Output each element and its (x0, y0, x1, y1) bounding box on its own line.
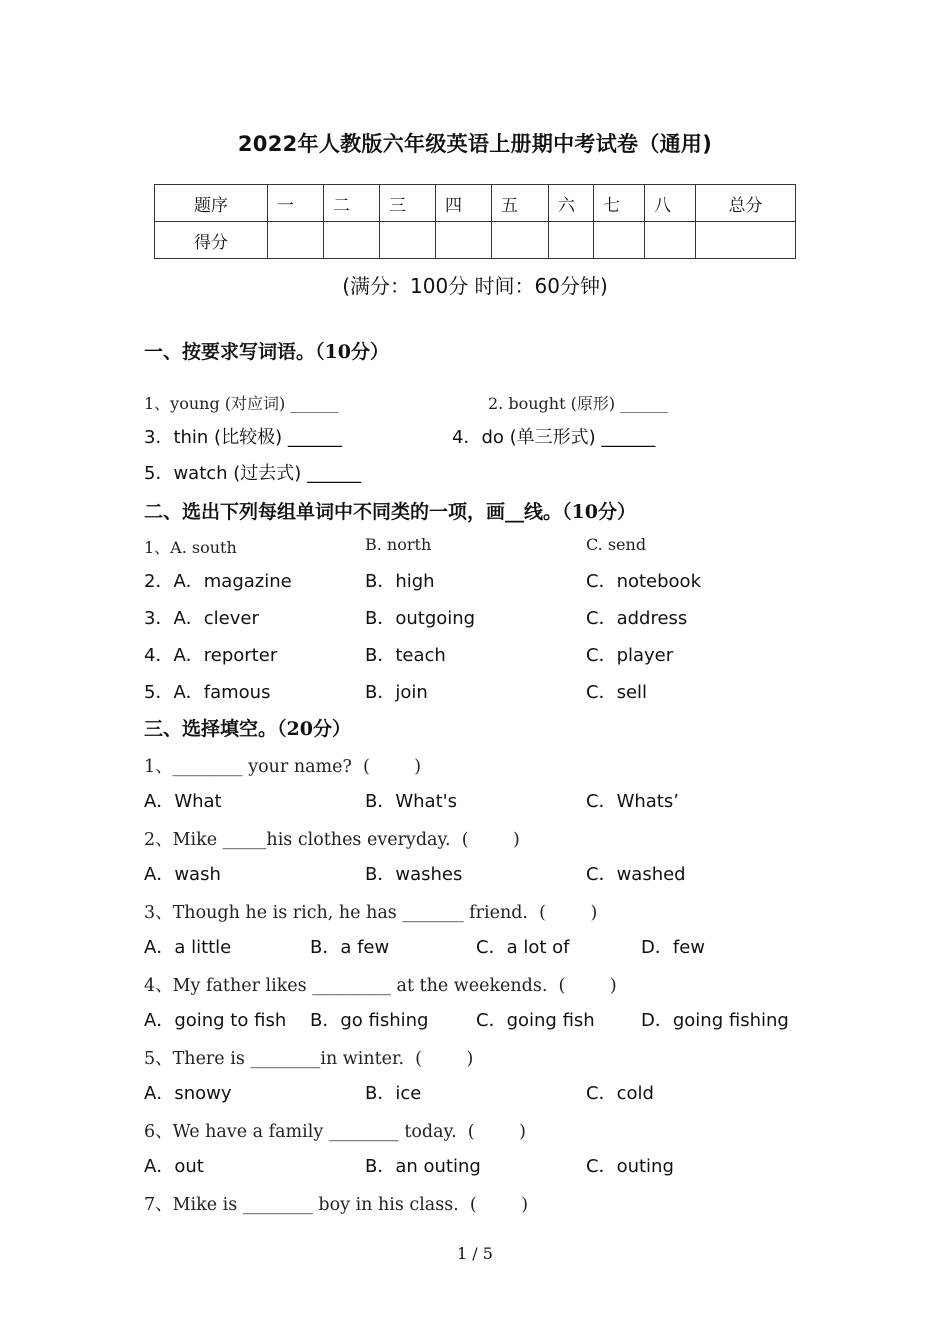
answer-option: B．ice (365, 1083, 422, 1104)
answer-option: A．snowy (144, 1083, 232, 1104)
section-1-heading: 一、按要求写词语。（10分） (144, 341, 389, 363)
score-cell[interactable] (594, 222, 645, 259)
answer-option: C．Whats’ (586, 791, 679, 812)
section-2-option: 3．A．clever (144, 608, 259, 629)
page-title: 2022年人教版六年级英语上册期中考试卷（通用) (237, 132, 713, 156)
score-table-header: 二 (324, 185, 380, 222)
answer-option: C．a lot of (476, 937, 570, 958)
answer-option: B．an outing (365, 1156, 481, 1177)
score-row-label: 得分 (155, 222, 268, 259)
answer-option: D．few (641, 937, 705, 958)
question-text: 3、Though he is rich, he has _______ friend. ( ) (144, 903, 598, 923)
answer-option: C．washed (586, 864, 686, 885)
question-text: 5、There is ________in winter. ( ) (144, 1049, 474, 1069)
answer-option: C．going fish (476, 1010, 595, 1031)
score-cell[interactable] (268, 222, 324, 259)
section-2-option: 2．A．magazine (144, 571, 292, 592)
section-2-option: C．notebook (586, 571, 701, 592)
score-cell[interactable] (436, 222, 492, 259)
section-2-option: B．outgoing (365, 608, 476, 629)
answer-option: A．What (144, 791, 222, 812)
score-cell[interactable] (549, 222, 594, 259)
score-table-header: 七 (594, 185, 645, 222)
answer-option: C．outing (586, 1156, 674, 1177)
exam-info: (满分：100分 时间：60分钟) (342, 274, 608, 298)
section-2-option: 4．A．reporter (144, 645, 278, 666)
question-text: 2、Mike _____his clothes everyday. ( ) (144, 830, 520, 850)
section-2-option: C．address (586, 608, 688, 629)
score-table-header-row (155, 185, 796, 222)
score-cell[interactable] (380, 222, 436, 259)
question-text: 6、We have a family ________ today. ( ) (144, 1122, 526, 1142)
score-table-header: 四 (436, 185, 492, 222)
answer-option: A．a little (144, 937, 232, 958)
score-table-header: 三 (380, 185, 436, 222)
section-2-option: B．high (365, 571, 435, 592)
section-1-item: 2. bought (原形) ______ (488, 394, 669, 413)
score-table-header: 题序 (155, 185, 268, 222)
section-2-option: C．player (586, 645, 674, 666)
section-2-option: B．teach (365, 645, 446, 666)
score-table-header: 一 (268, 185, 324, 222)
section-2-option: C. send (586, 535, 647, 554)
section-1-item: 4．do (单三形式) ______ (452, 427, 656, 448)
question-text: 4、My father likes _________ at the weekends. ( ) (144, 976, 617, 996)
question-text: 7、Mike is ________ boy in his class. ( ) (144, 1195, 529, 1215)
section-2-option: B. north (365, 535, 432, 554)
score-cell[interactable] (696, 222, 796, 259)
answer-option: A．going to fish (144, 1010, 287, 1031)
section-2-option: 5．A．famous (144, 682, 271, 703)
question-text: 1、________ your name? ( ) (144, 757, 422, 777)
score-cell[interactable] (645, 222, 696, 259)
section-2-option: B．join (365, 682, 428, 703)
answer-option: A．out (144, 1156, 204, 1177)
score-table-header: 五 (492, 185, 549, 222)
section-2-option: 1、A. south (144, 538, 237, 557)
answer-option: B．a few (310, 937, 390, 958)
page-number: 1 / 5 (457, 1244, 493, 1263)
answer-option: B．go fishing (310, 1010, 429, 1031)
score-table-header: 八 (645, 185, 696, 222)
section-1-item: 1、young (对应词) ______ (144, 394, 339, 413)
answer-option: D．going fishing (641, 1010, 789, 1031)
section-3-heading: 三、选择填空。（20分） (144, 718, 351, 740)
score-cell[interactable] (324, 222, 380, 259)
answer-option: B．What's (365, 791, 457, 812)
answer-option: C．cold (586, 1083, 654, 1104)
answer-option: B．washes (365, 864, 463, 885)
score-table-header: 总分 (696, 185, 796, 222)
section-2-option: C．sell (586, 682, 648, 703)
score-table-header: 六 (549, 185, 594, 222)
answer-option: A．wash (144, 864, 221, 885)
score-table-score-row (155, 222, 796, 259)
section-1-item: 5．watch (过去式) ______ (144, 463, 362, 484)
score-cell[interactable] (492, 222, 549, 259)
section-2-heading: 二、选出下列每组单词中不同类的一项，画__线。（10分） (144, 501, 636, 523)
score-table (154, 184, 796, 259)
section-1-item: 3．thin (比较极) ______ (144, 427, 342, 448)
